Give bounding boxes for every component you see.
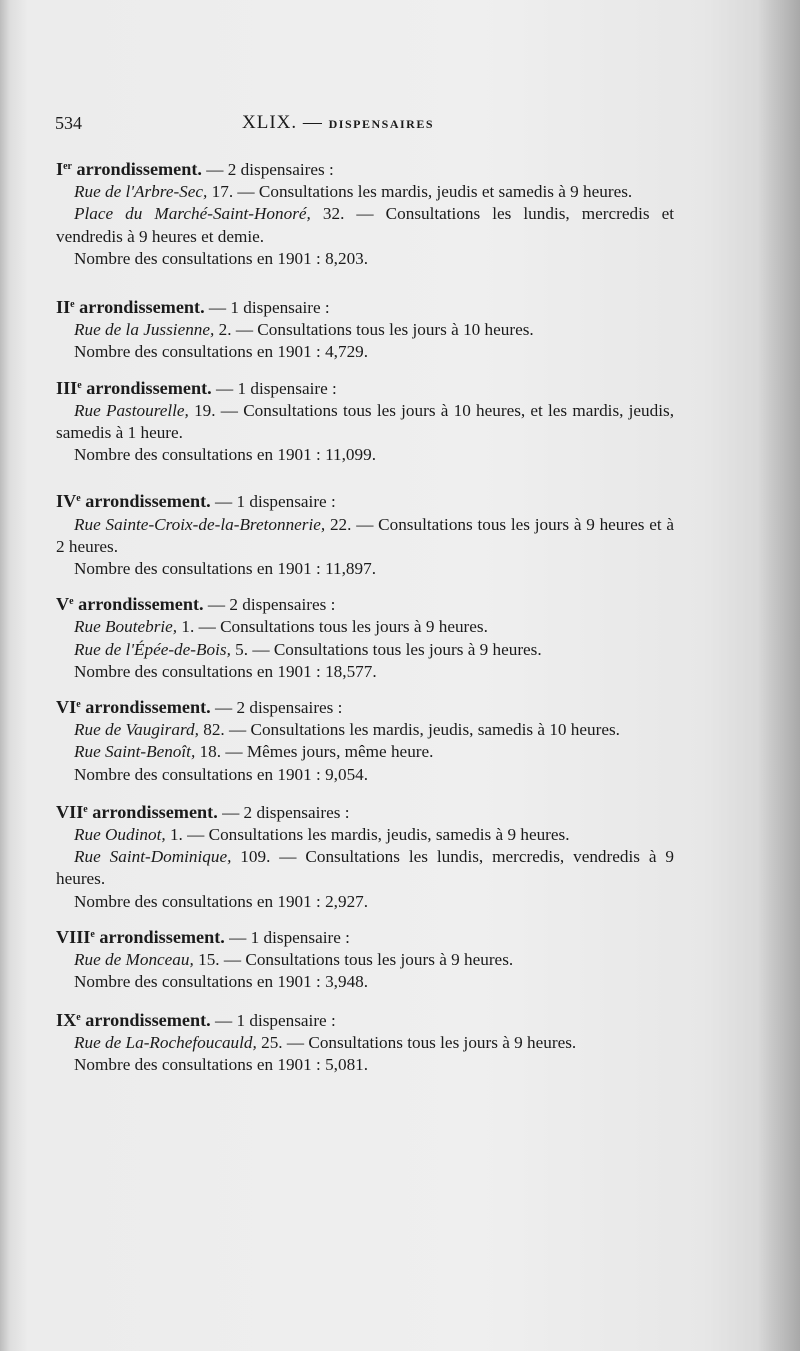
street-name: Rue de La-Rochefoucauld, [74,1032,257,1052]
section-heading [56,799,674,824]
section-name: arrondissement. [92,801,218,822]
street-name: Rue Oudinot, [74,825,166,845]
dispensary-entry [56,846,674,890]
page-number: 534 [55,113,82,133]
section-arrondissement-1 [56,156,674,270]
consultation-total: Nombre des consultations en 1901 : 5,081. [74,1054,369,1074]
section-ordinal-suffix: e [76,699,81,711]
entry-text: 109. — Consultations les lundis, mercredis, vendredis à 9 heures. [56,847,674,889]
section-ordinal-suffix: er [63,161,72,172]
section-ordinal-suffix: e [83,803,88,815]
consultation-total: Nombre des consultations en 1901 : 11,099. [74,445,377,465]
section-ordinal: VIII [56,926,91,947]
section-arrondissement-7 [56,799,674,913]
section-ordinal: I [56,159,64,179]
entry-text: 2. — Consultations tous les jours à 10 heures. [214,320,534,340]
section-heading [56,375,674,400]
section-name: arrondissement. [79,297,205,318]
entry-text: 25. — Consultations tous les jours à 9 heures. [256,1032,577,1052]
dispensary-entry [56,400,674,444]
section-heading [56,694,674,719]
section-count: — 2 dispensaires : [201,160,334,179]
section-ordinal-suffix: e [77,379,82,391]
section-arrondissement-9 [56,1007,674,1077]
section-name: arrondissement. [85,697,211,718]
section-heading [56,1007,674,1032]
entry-text: 17. — Consultations les mardis, jeudis et samedis à 9 heures. [207,182,633,202]
page-edge-shadow [758,0,800,1351]
section-arrondissement-8 [56,924,674,994]
section-arrondissement-5 [56,591,674,683]
section-ordinal-suffix: e [76,1011,81,1023]
street-name: Rue de Vaugirard, [74,720,199,740]
dispensary-entry [56,181,674,203]
consultation-total: Nombre des consultations en 1901 : 18,577. [74,661,377,681]
street-name: Rue de l'Arbre-Sec, [74,182,208,202]
section-count: — 1 dispensaire : [210,1010,336,1030]
dispensary-entry [56,719,674,741]
section-name: arrondissement. [99,926,225,947]
section-ordinal: VII [56,801,84,822]
street-name: Rue Saint-Dominique, [74,847,232,867]
section-count: — 1 dispensaire : [211,378,337,398]
street-name: Place du Marché-Saint-Honoré, [74,204,311,224]
section-count: — 2 dispensaires : [217,802,350,822]
section-ordinal-suffix: e [76,493,81,505]
street-name: Rue de la Jussienne, [74,320,215,340]
section-heading [56,156,674,181]
section-ordinal-suffix: e [70,299,75,311]
consultation-total: Nombre des consultations en 1901 : 3,948. [74,972,369,992]
entry-text: 82. — Consultations les mardis, jeudis, samedis à 10 heures. [198,720,620,740]
section-heading [56,294,674,319]
section-ordinal: III [56,377,78,398]
section-heading [56,924,674,949]
consultation-total: Nombre des consultations en 1901 : 4,729. [74,342,369,362]
section-ordinal: IX [56,1009,77,1030]
street-name: Rue Saint-Benoît, [74,742,196,762]
entry-text: 15. — Consultations tous les jours à 9 heures. [193,950,514,970]
chapter-number: XLIX. — [242,112,323,133]
section-ordinal-suffix: e [90,928,95,940]
section-ordinal: V [56,594,70,615]
street-name: Rue de l'Épée-de-Bois, [74,639,231,659]
entry-text: 18. — Mêmes jours, même heure. [195,742,434,762]
section-name: arrondissement. [76,159,202,179]
consultation-total: Nombre des consultations en 1901 : 2,927. [74,891,369,911]
chapter-title: DISPENSAIRES [328,117,435,131]
section-heading [56,488,674,513]
entry-text: 1. — Consultations tous les jours à 9 heures. [177,617,488,637]
street-name: Rue Sainte-Croix-de-la-Bretonnerie, [74,514,326,534]
section-count: — 2 dispensaires : [203,595,336,615]
entry-text: 32. — Consultations les lundis, mercredis et vendredis à 9 heures et demie. [56,204,674,246]
section-name: arrondissement. [85,491,211,512]
dispensary-entry [56,741,674,763]
entry-text: 1. — Consultations les mardis, jeudis, samedis à 9 heures. [165,825,570,845]
dispensary-entry [56,639,674,661]
section-count: — 1 dispensaire : [224,927,350,947]
page-content [56,112,674,1087]
consultation-total: Nombre des consultations en 1901 : 8,203. [74,248,369,268]
dispensary-entry [56,824,674,846]
street-name: Rue Boutebrie, [74,617,178,637]
consultation-total: Nombre des consultations en 1901 : 11,897. [74,559,377,579]
street-name: Rue de Monceau, [74,950,194,970]
section-arrondissement-2 [56,294,674,364]
dispensary-entry [56,949,674,971]
section-ordinal-suffix: e [69,596,74,608]
dispensary-entry [56,514,674,558]
running-header [56,112,674,140]
section-heading [56,591,674,616]
dispensary-entry [56,203,674,247]
section-arrondissement-3 [56,375,674,467]
entry-text: 19. — Consultations tous les jours à 10 heures, et les mardis, jeudis, samedis à 1 heure. [56,400,675,443]
section-arrondissement-4 [56,488,674,580]
street-name: Rue Pastourelle, [74,400,189,420]
entry-text: 22. — Consultations tous les jours à 9 heures et à 2 heures. [56,514,674,556]
entry-text: 5. — Consultations tous les jours à 9 heures. [230,639,542,659]
section-count: — 1 dispensaire : [210,492,336,512]
section-count: — 2 dispensaires : [210,698,343,718]
section-count: — 1 dispensaire : [204,298,330,318]
dispensary-entry [56,319,674,341]
section-name: arrondissement. [78,594,204,615]
dispensary-entry [56,616,674,638]
section-ordinal: II [56,297,71,318]
section-arrondissement-6 [56,694,674,786]
consultation-total: Nombre des consultations en 1901 : 9,054. [74,764,369,784]
dispensary-entry [56,1032,674,1054]
section-ordinal: IV [56,491,77,512]
section-name: arrondissement. [86,377,212,398]
running-title [242,112,434,135]
section-name: arrondissement. [85,1009,211,1030]
section-ordinal: VI [56,697,77,718]
